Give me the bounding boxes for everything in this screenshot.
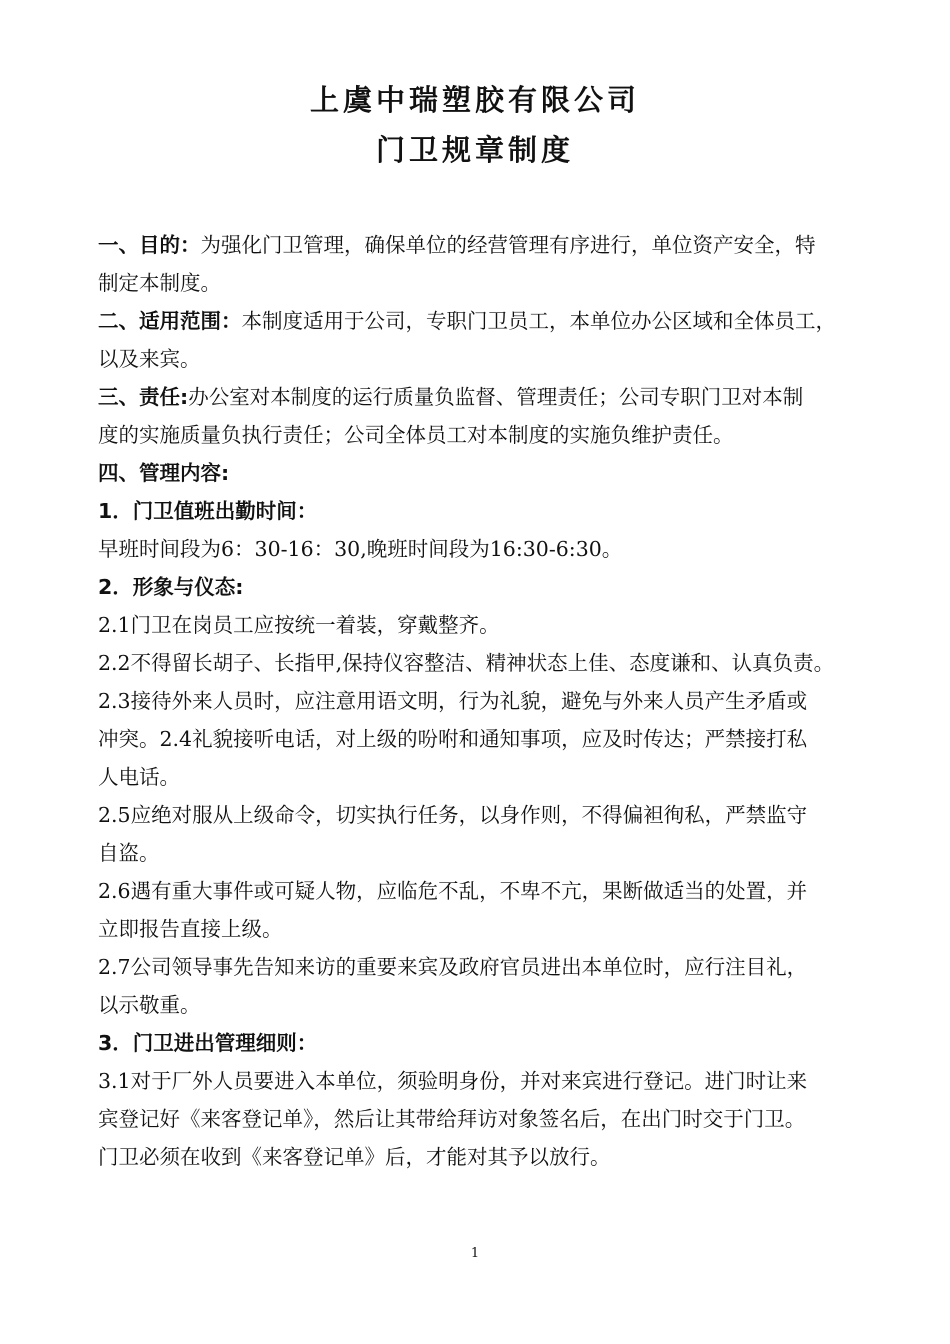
body-line [98, 340, 858, 378]
body-line [98, 454, 858, 492]
line-text: 以示敬重。 [98, 993, 201, 1017]
line-text: 制定本制度。 [98, 271, 221, 295]
body-line [98, 1062, 858, 1100]
body-line [98, 720, 858, 758]
line-text: 为强化门卫管理，确保单位的经营管理有序进行，单位资产安全，特 [200, 233, 816, 257]
subsection-heading: 1．门卫值班出勤时间： [98, 499, 318, 523]
body-line [98, 416, 858, 454]
section-heading: 四、管理内容: [98, 461, 230, 485]
body-line [98, 1024, 858, 1062]
section-heading: 一、目的： [98, 233, 201, 257]
subsection-heading: 3．门卫进出管理细则： [98, 1031, 318, 1055]
line-text: 以及来宾。 [98, 347, 201, 371]
body-line [98, 644, 858, 682]
line-text: 宾登记好《来客登记单》，然后让其带给拜访对象签名后，在出门时交于门卫。 [98, 1107, 806, 1131]
body-line [98, 302, 858, 340]
line-text: 人电话。 [98, 765, 180, 789]
document-body [98, 226, 858, 1176]
body-line [98, 682, 858, 720]
body-line [98, 986, 858, 1024]
body-line [98, 492, 858, 530]
body-line [98, 1138, 858, 1176]
body-line [98, 796, 858, 834]
line-text: 2.6遇有重大事件或可疑人物，应临危不乱，不卑不亢，果断做适当的处置，并 [98, 879, 808, 903]
line-text: 冲突。2.4礼貌接听电话，对上级的吩咐和通知事项，应及时传达；严禁接打私 [98, 727, 808, 751]
line-text: 2.1门卫在岗员工应按统一着装，穿戴整齐。 [98, 613, 500, 637]
line-text: 门卫必须在收到《来客登记单》后，才能对其予以放行。 [98, 1145, 611, 1169]
line-text: 2.7公司领导事先告知来访的重要来宾及政府官员进出本单位时，应行注目礼， [98, 955, 808, 979]
section-heading: 二、适用范围： [98, 309, 242, 333]
body-line [98, 378, 858, 416]
line-text: 本制度适用于公司，专职门卫员工，本单位办公区域和全体员工， [241, 309, 836, 333]
body-line [98, 568, 858, 606]
page-number: 1 [470, 1246, 480, 1261]
line-text: 2.2不得留长胡子、长指甲,保持仪容整洁、精神状态上佳、态度谦和、认真负责。 [98, 651, 835, 675]
document-title: 门卫规章制度 [375, 133, 574, 167]
line-text: 2.5应绝对服从上级命令，切实执行任务，以身作则，不得偏袒徇私，严禁监守 [98, 803, 808, 827]
body-line [98, 948, 858, 986]
line-text: 2.3接待外来人员时，应注意用语文明，行为礼貌，避免与外来人员产生矛盾或 [98, 689, 808, 713]
line-text: 自盗。 [98, 841, 160, 865]
line-text: 度的实施质量负执行责任；公司全体员工对本制度的实施负维护责任。 [98, 423, 734, 447]
line-text: 办公室对本制度的运行质量负监督、管理责任；公司专职门卫对本制 [188, 385, 804, 409]
body-line [98, 226, 858, 264]
body-line [98, 910, 858, 948]
body-line [98, 606, 858, 644]
body-line [98, 834, 858, 872]
body-line [98, 1100, 858, 1138]
subsection-heading: 2．形象与仪态: [98, 575, 244, 599]
body-line [98, 530, 858, 568]
section-heading: 三、责任: [98, 385, 189, 409]
line-text: 早班时间段为6：30-16：30,晚班时间段为16:30-6:30。 [98, 537, 623, 561]
body-line [98, 264, 858, 302]
body-line [98, 872, 858, 910]
body-line [98, 758, 858, 796]
line-text: 3.1对于厂外人员要进入本单位，须验明身份，并对来宾进行登记。进门时让来 [98, 1069, 808, 1093]
line-text: 立即报告直接上级。 [98, 917, 283, 941]
company-title: 上虞中瑞塑胶有限公司 [309, 83, 640, 117]
